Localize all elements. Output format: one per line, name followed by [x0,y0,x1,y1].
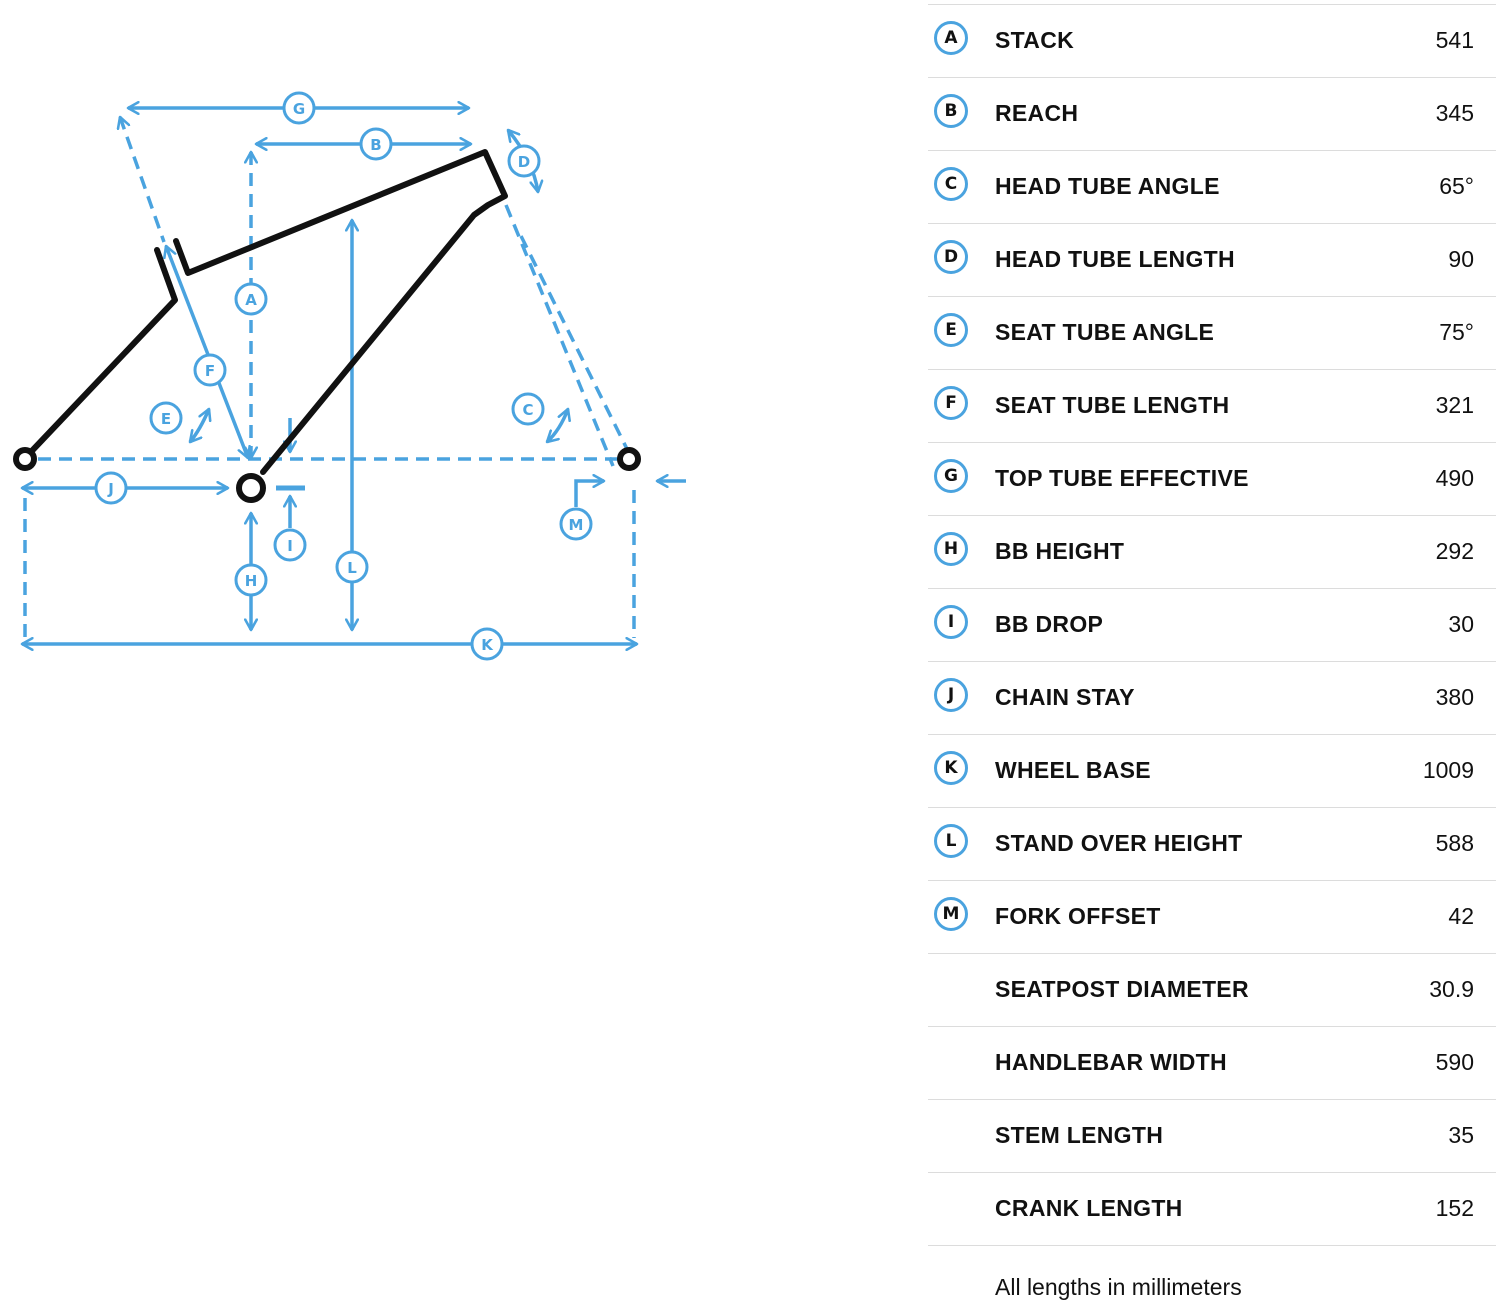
table-row [928,1026,1496,1099]
badge-b [361,129,391,159]
badge-g [284,93,314,123]
row-value: 65° [1439,173,1474,199]
badge-c [513,394,543,424]
seat-extension-line [120,117,164,242]
row-name: BB DROP [995,611,1104,637]
svg-text:L: L [347,559,357,577]
row-name: BB HEIGHT [995,538,1125,564]
row-badge: H [934,532,968,566]
row-value: 345 [1435,100,1474,126]
table-row [928,661,1496,734]
table-row [928,150,1496,223]
row-name: SEAT TUBE ANGLE [995,319,1215,345]
row-value: 490 [1435,465,1474,491]
svg-text:M: M [568,516,584,534]
row-name: TOP TUBE EFFECTIVE [995,465,1249,491]
fork-offset-line [576,481,604,507]
badge-d [509,146,539,176]
row-badge: K [934,751,968,785]
head-angle-arc [547,409,568,442]
row-name: FORK OFFSET [995,903,1161,929]
row-badge: I [934,605,968,639]
table-row [928,953,1496,1026]
badge-m [561,509,591,539]
row-value: 35 [1448,1122,1474,1148]
row-value: 541 [1435,27,1474,53]
row-name: SEAT TUBE LENGTH [995,392,1230,418]
bike-frame [28,152,505,472]
row-badge: B [934,94,968,128]
svg-text:A: A [245,291,257,309]
svg-text:K: K [481,636,493,654]
row-value: 590 [1435,1049,1474,1075]
table-row [928,515,1496,588]
bottom-bracket [239,476,263,500]
table-row [928,77,1496,150]
table-row [928,296,1496,369]
row-value: 292 [1435,538,1474,564]
rear-axle [16,450,34,468]
row-badge: C [934,167,968,201]
table-row [928,1172,1496,1246]
row-name: STEM LENGTH [995,1122,1164,1148]
seat-angle-arc [190,409,209,442]
table-row [928,223,1496,296]
row-value: 1009 [1422,757,1474,783]
svg-text:C: C [522,401,534,419]
svg-text:D: D [517,153,531,171]
row-value: 321 [1435,392,1474,418]
table-row [928,807,1496,880]
frame-main [176,152,505,472]
badge-l [337,552,367,582]
row-name: CRANK LENGTH [995,1195,1183,1221]
row-badge: J [934,678,968,712]
svg-text:B: B [370,136,382,154]
row-value: 42 [1448,903,1474,929]
row-value: 75° [1439,319,1474,345]
badge-e [151,403,181,433]
row-value: 30 [1448,611,1474,637]
badge-i [275,530,305,560]
row-value: 380 [1435,684,1474,710]
row-badge: A [934,21,968,55]
row-name: REACH [995,100,1079,126]
table-row [928,880,1496,953]
row-value: 588 [1435,830,1474,856]
svg-text:J: J [108,480,114,498]
badge-j [96,473,126,503]
row-name: STACK [995,27,1075,53]
badge-k [472,629,502,659]
row-name: SEATPOST DIAMETER [995,976,1249,1002]
row-badge: M [934,897,968,931]
badge-h [236,565,266,595]
row-value: 30.9 [1429,976,1474,1002]
front-axle [620,450,638,468]
units-footnote: All lengths in millimeters [995,1274,1242,1300]
row-value: 90 [1448,246,1474,272]
row-badge: E [934,313,968,347]
svg-text:I: I [287,537,293,555]
badge-a [236,284,266,314]
badge-f [195,355,225,385]
svg-text:G: G [292,100,306,118]
table-row [928,4,1496,77]
row-name: HEAD TUBE LENGTH [995,246,1235,272]
row-badge: L [934,824,968,858]
bike-geometry-diagram [0,0,700,700]
table-row [928,442,1496,515]
row-value: 152 [1435,1195,1474,1221]
table-row [928,588,1496,661]
row-badge: D [934,240,968,274]
row-badge: G [934,459,968,493]
row-badge: F [934,386,968,420]
row-name: WHEEL BASE [995,757,1151,783]
geometry-table [928,4,1496,1246]
table-row [928,734,1496,807]
svg-text:F: F [204,362,216,380]
row-name: HANDLEBAR WIDTH [995,1049,1227,1075]
svg-text:E: E [160,410,172,428]
svg-text:H: H [244,572,258,590]
row-name: HEAD TUBE ANGLE [995,173,1220,199]
row-name: CHAIN STAY [995,684,1135,710]
table-row [928,1099,1496,1172]
table-row [928,369,1496,442]
row-name: STAND OVER HEIGHT [995,830,1243,856]
